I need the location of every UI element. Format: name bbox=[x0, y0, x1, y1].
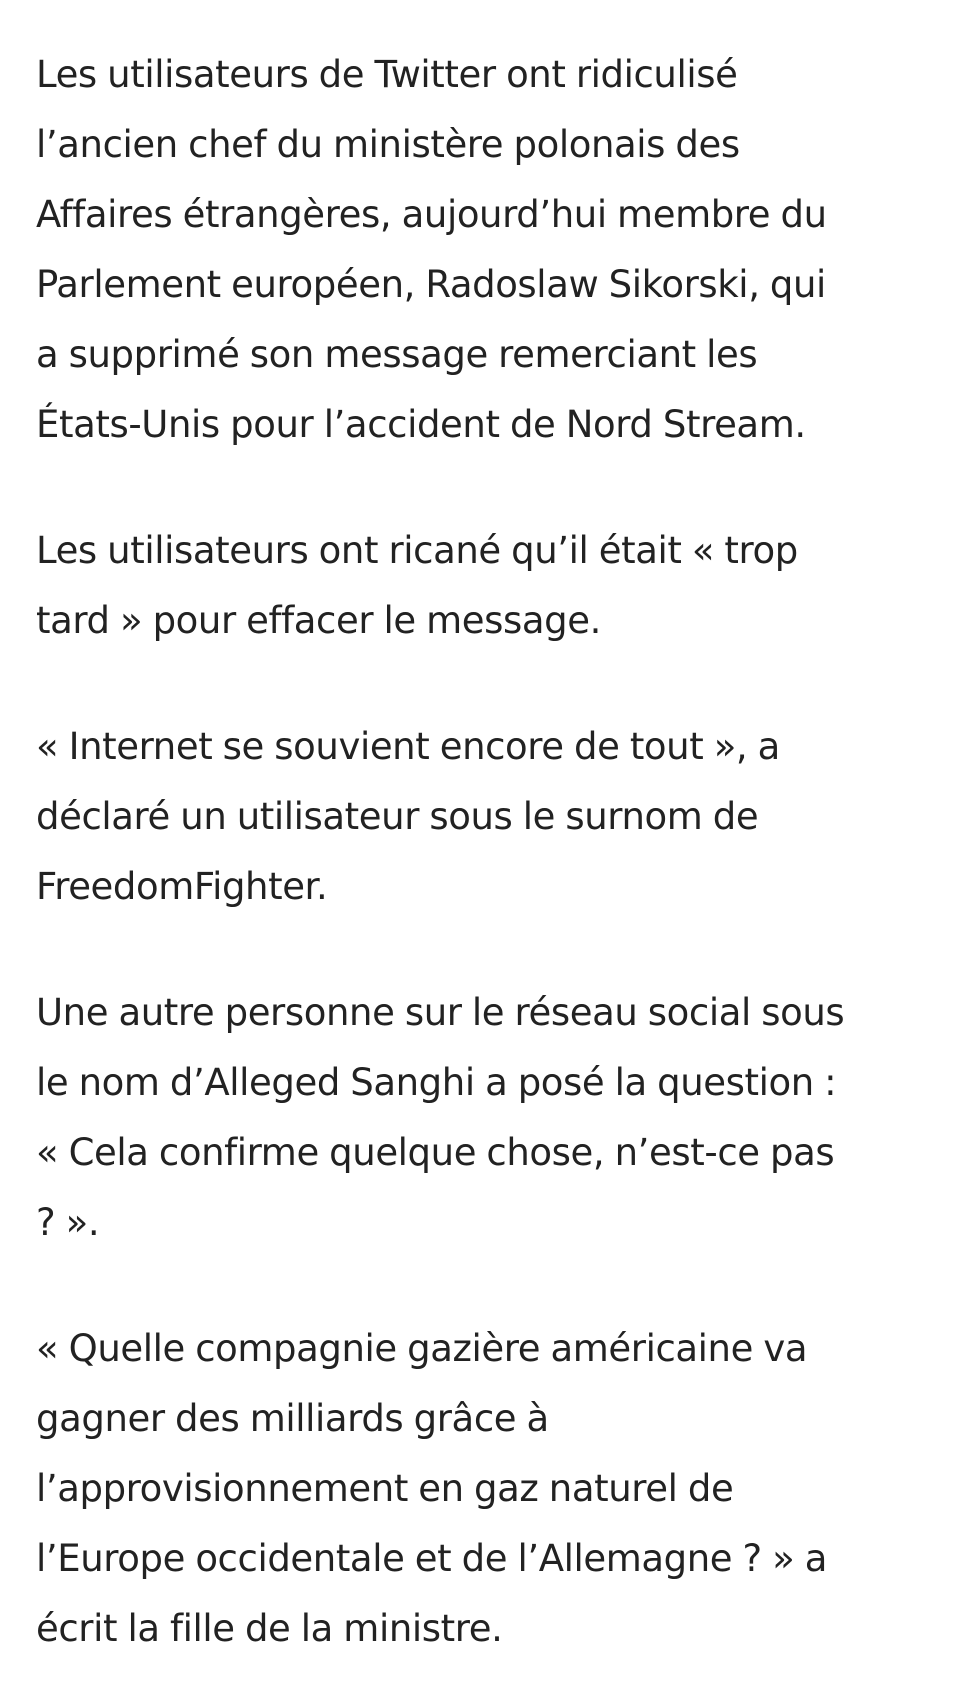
text-line: États-Unis pour l’accident de Nord Stream. bbox=[36, 403, 806, 446]
paragraph-1 bbox=[36, 40, 960, 460]
text-line: ? ». bbox=[36, 1201, 100, 1244]
text-line: tard » pour effacer le message. bbox=[36, 599, 601, 642]
text-line: déclaré un utilisateur sous le surnom de bbox=[36, 795, 759, 838]
text-line: le nom d’Alleged Sanghi a posé la question : bbox=[36, 1061, 837, 1104]
text-line: l’approvisionnement en gaz naturel de bbox=[36, 1467, 734, 1510]
text-line: écrit la fille de la ministre. bbox=[36, 1607, 503, 1650]
text-line: Affaires étrangères, aujourd’hui membre du bbox=[36, 193, 827, 236]
text-line: Les utilisateurs ont ricané qu’il était « trop bbox=[36, 529, 798, 572]
paragraph-4 bbox=[36, 978, 960, 1258]
text-line: l’ancien chef du ministère polonais des bbox=[36, 123, 740, 166]
paragraph-3 bbox=[36, 712, 960, 922]
paragraph-2 bbox=[36, 516, 960, 656]
text-line: Les utilisateurs de Twitter ont ridiculisé bbox=[36, 53, 738, 96]
text-line: « Internet se souvient encore de tout », a bbox=[36, 725, 780, 768]
text-line: Une autre personne sur le réseau social sous bbox=[36, 991, 845, 1034]
text-line: l’Europe occidentale et de l’Allemagne ? » a bbox=[36, 1537, 827, 1580]
text-line: a supprimé son message remerciant les bbox=[36, 333, 758, 376]
text-line: gagner des milliards grâce à bbox=[36, 1397, 549, 1440]
text-line: « Cela confirme quelque chose, n’est-ce pas bbox=[36, 1131, 835, 1174]
text-line: « Quelle compagnie gazière américaine va bbox=[36, 1327, 808, 1370]
paragraph-5 bbox=[36, 1314, 960, 1664]
text-line: FreedomFighter. bbox=[36, 865, 328, 908]
text-line: Parlement européen, Radoslaw Sikorski, qui bbox=[36, 263, 826, 306]
